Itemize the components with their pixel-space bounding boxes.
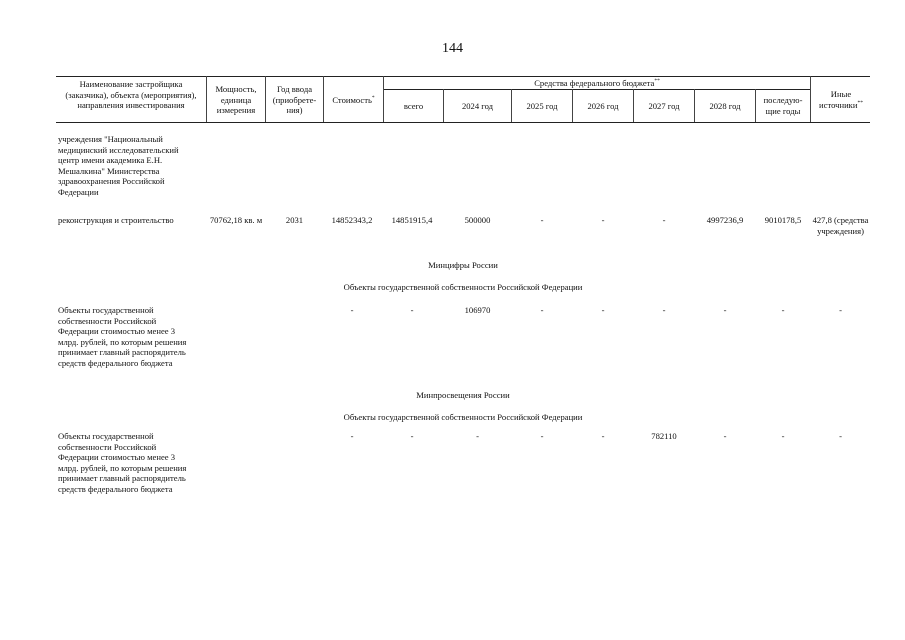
table-header-bottom-border bbox=[56, 122, 870, 123]
section-heading: Объекты государственной собственности Российской Федерации bbox=[343, 282, 583, 292]
object-2027: 782110 bbox=[651, 431, 677, 441]
page-number: 144 bbox=[442, 41, 463, 56]
ministry-heading: Минпросвещения России bbox=[416, 390, 510, 400]
row-capacity: 70762,18 кв. м bbox=[209, 215, 263, 225]
header-name: Наименование застройщика (заказчика), объекта (мероприятия), направления инвестирования bbox=[65, 79, 197, 110]
header-other-sources: Иные источники** bbox=[819, 89, 863, 110]
object-cost: - bbox=[350, 305, 354, 315]
object-2028: - bbox=[723, 431, 727, 441]
column-divider bbox=[810, 76, 811, 122]
header-capacity: Мощность, единица измерения bbox=[215, 84, 257, 115]
row-year: 2031 bbox=[285, 215, 304, 225]
header-federal-budget: Средства федерального бюджета** bbox=[534, 78, 660, 88]
object-2025: - bbox=[540, 305, 544, 315]
header-total: всего bbox=[403, 101, 424, 111]
header-later-years: последую-щие годы bbox=[763, 95, 803, 116]
row-2026: - bbox=[601, 215, 605, 225]
table-top-border bbox=[56, 76, 870, 77]
row-name: реконструкция и строительство bbox=[58, 215, 174, 225]
header-2028: 2028 год bbox=[709, 101, 741, 111]
header-year: Год ввода (приобрете-ния) bbox=[272, 84, 317, 115]
object-name: Объекты государственной собственности Российской Федерации стоимостью менее 3 млрд. рублей, по которым решения принимает главный распорядитель средств федерального бюджета bbox=[58, 431, 187, 494]
object-2028: - bbox=[723, 305, 727, 315]
object-total: - bbox=[410, 305, 414, 315]
object-2026: - bbox=[601, 431, 605, 441]
header-cost: Стоимость* bbox=[332, 95, 375, 105]
federal-budget-subheader-border bbox=[383, 89, 810, 90]
header-2025: 2025 год bbox=[526, 101, 558, 111]
object-total: - bbox=[410, 431, 414, 441]
header-2024: 2024 год bbox=[461, 101, 494, 111]
object-cost: - bbox=[350, 431, 354, 441]
row-cost: 14852343,2 bbox=[331, 215, 373, 225]
row-2025: - bbox=[540, 215, 544, 225]
column-divider bbox=[755, 89, 756, 122]
header-2027: 2027 год bbox=[648, 101, 680, 111]
object-later: - bbox=[781, 431, 785, 441]
object-2025: - bbox=[540, 431, 544, 441]
header-2026: 2026 год bbox=[587, 101, 619, 111]
object-other: - bbox=[839, 431, 842, 441]
object-2024: 106970 bbox=[464, 305, 491, 315]
row-2024: 500000 bbox=[464, 215, 491, 225]
ministry-heading: Минцифры России bbox=[428, 260, 498, 270]
section-heading: Объекты государственной собственности Российской Федерации bbox=[343, 412, 583, 422]
row-2027: - bbox=[662, 215, 666, 225]
row-later: 9010178,5 bbox=[764, 215, 802, 225]
object-2027: - bbox=[662, 305, 666, 315]
row-other: 427,8 (средства учреждения) bbox=[812, 215, 869, 236]
row-total: 14851915,4 bbox=[391, 215, 433, 225]
institution-name: учреждения "Национальный медицинский исследовательский центр имени академика Е.Н. Мешалкина" Министерства здравоохранения Российской Федерации bbox=[58, 134, 179, 197]
row-2028: 4997236,9 bbox=[706, 215, 744, 225]
object-later: - bbox=[781, 305, 785, 315]
object-2026: - bbox=[601, 305, 605, 315]
object-other: - bbox=[839, 305, 842, 315]
object-name: Объекты государственной собственности Российской Федерации стоимостью менее 3 млрд. рублей, по которым решения принимает главный распорядитель средств федерального бюджета bbox=[58, 305, 187, 368]
object-2024: - bbox=[476, 431, 479, 441]
